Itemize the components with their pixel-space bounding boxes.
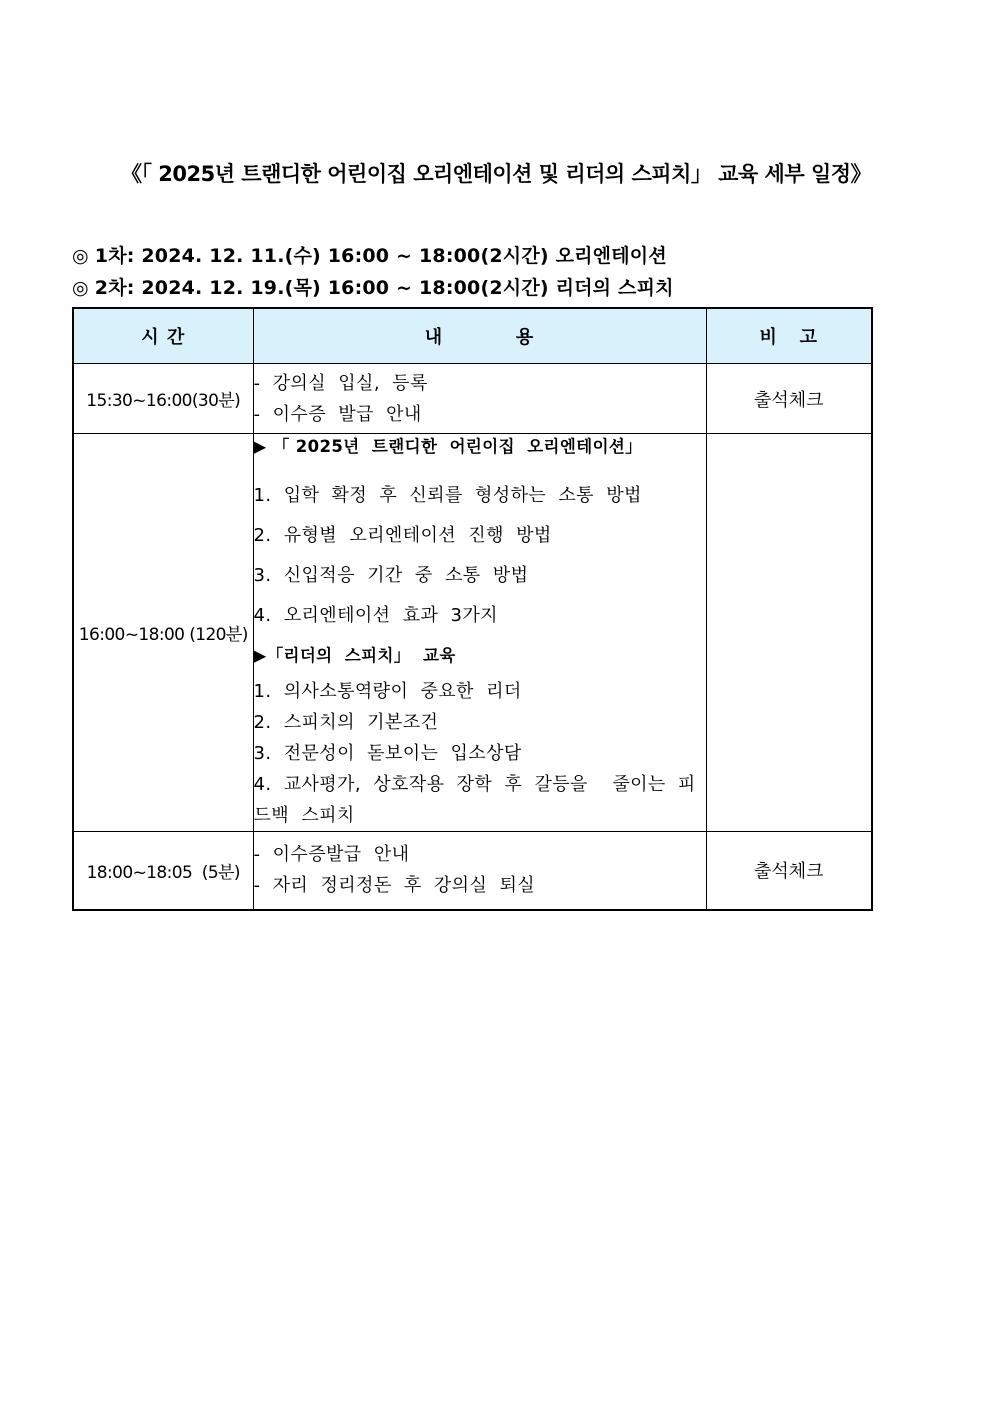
header-content: 내 용 [253, 308, 706, 364]
document-title: 《「 2025년 트랜디한 어린이집 오리엔테이션 및 리더의 스피치」 교육 세부 일정》 [120, 162, 872, 186]
row-time: 18:00~18:05 (5분) [73, 832, 253, 910]
row-note [706, 434, 872, 832]
table-row [73, 832, 872, 910]
row-note: 출석체크 [706, 832, 872, 910]
header-note: 비 고 [706, 308, 872, 364]
bullet-icon: ◎ [72, 245, 89, 267]
row-content [253, 364, 706, 434]
content-line: - 이수증발급 안내 [253, 844, 410, 866]
list-item: 4. 교사평가, 상호작용 장학 후 갈등을 줄이는 피드백 스피치 [253, 774, 696, 826]
list-item: 4. 오리엔테이션 효과 3가지 [253, 605, 498, 626]
table-row [73, 364, 872, 434]
list-item: 3. 신입적응 기간 중 소통 방법 [253, 565, 529, 586]
list-item: 2. 스피치의 기본조건 [253, 712, 439, 733]
session-1-text: 1차: 2024. 12. 11.(수) 16:00 ~ 18:00(2시간) 오리엔테이션 [94, 245, 667, 267]
schedule-table [72, 307, 873, 911]
section-title: ▶「리더의 스피치」 교육 [253, 646, 456, 665]
list-item: 2. 유형별 오리엔테이션 진행 방법 [253, 525, 552, 546]
row-time: 16:00~18:00 (120분) [73, 434, 253, 832]
section-title: ▶ 「 2025년 트랜디한 어린이집 오리엔테이션」 [253, 437, 643, 456]
content-line: - 이수증 발급 안내 [253, 403, 422, 425]
bullet-icon: ◎ [72, 277, 89, 299]
spacer [254, 460, 706, 476]
row-content [253, 832, 706, 910]
session-2-text: 2차: 2024. 12. 19.(목) 16:00 ~ 18:00(2시간) 리더의 스피치 [94, 277, 674, 299]
table-row [73, 434, 872, 832]
row-note: 출석체크 [706, 364, 872, 434]
session-2 [72, 273, 674, 300]
row-time: 15:30~16:00(30분) [73, 364, 253, 434]
table-header-row [73, 308, 872, 364]
list-item: 1. 의사소통역량이 중요한 리더 [253, 681, 522, 702]
list-item: 3. 전문성이 돋보이는 입소상담 [253, 743, 522, 764]
list-item: 1. 입학 확정 후 신뢰를 형성하는 소통 방법 [253, 485, 642, 506]
content-line: - 자리 정리정돈 후 강의실 퇴실 [253, 875, 536, 897]
session-1 [72, 241, 667, 268]
row-content [253, 434, 706, 832]
content-line: - 강의실 입실, 등록 [253, 372, 428, 394]
header-time: 시 간 [73, 308, 253, 364]
